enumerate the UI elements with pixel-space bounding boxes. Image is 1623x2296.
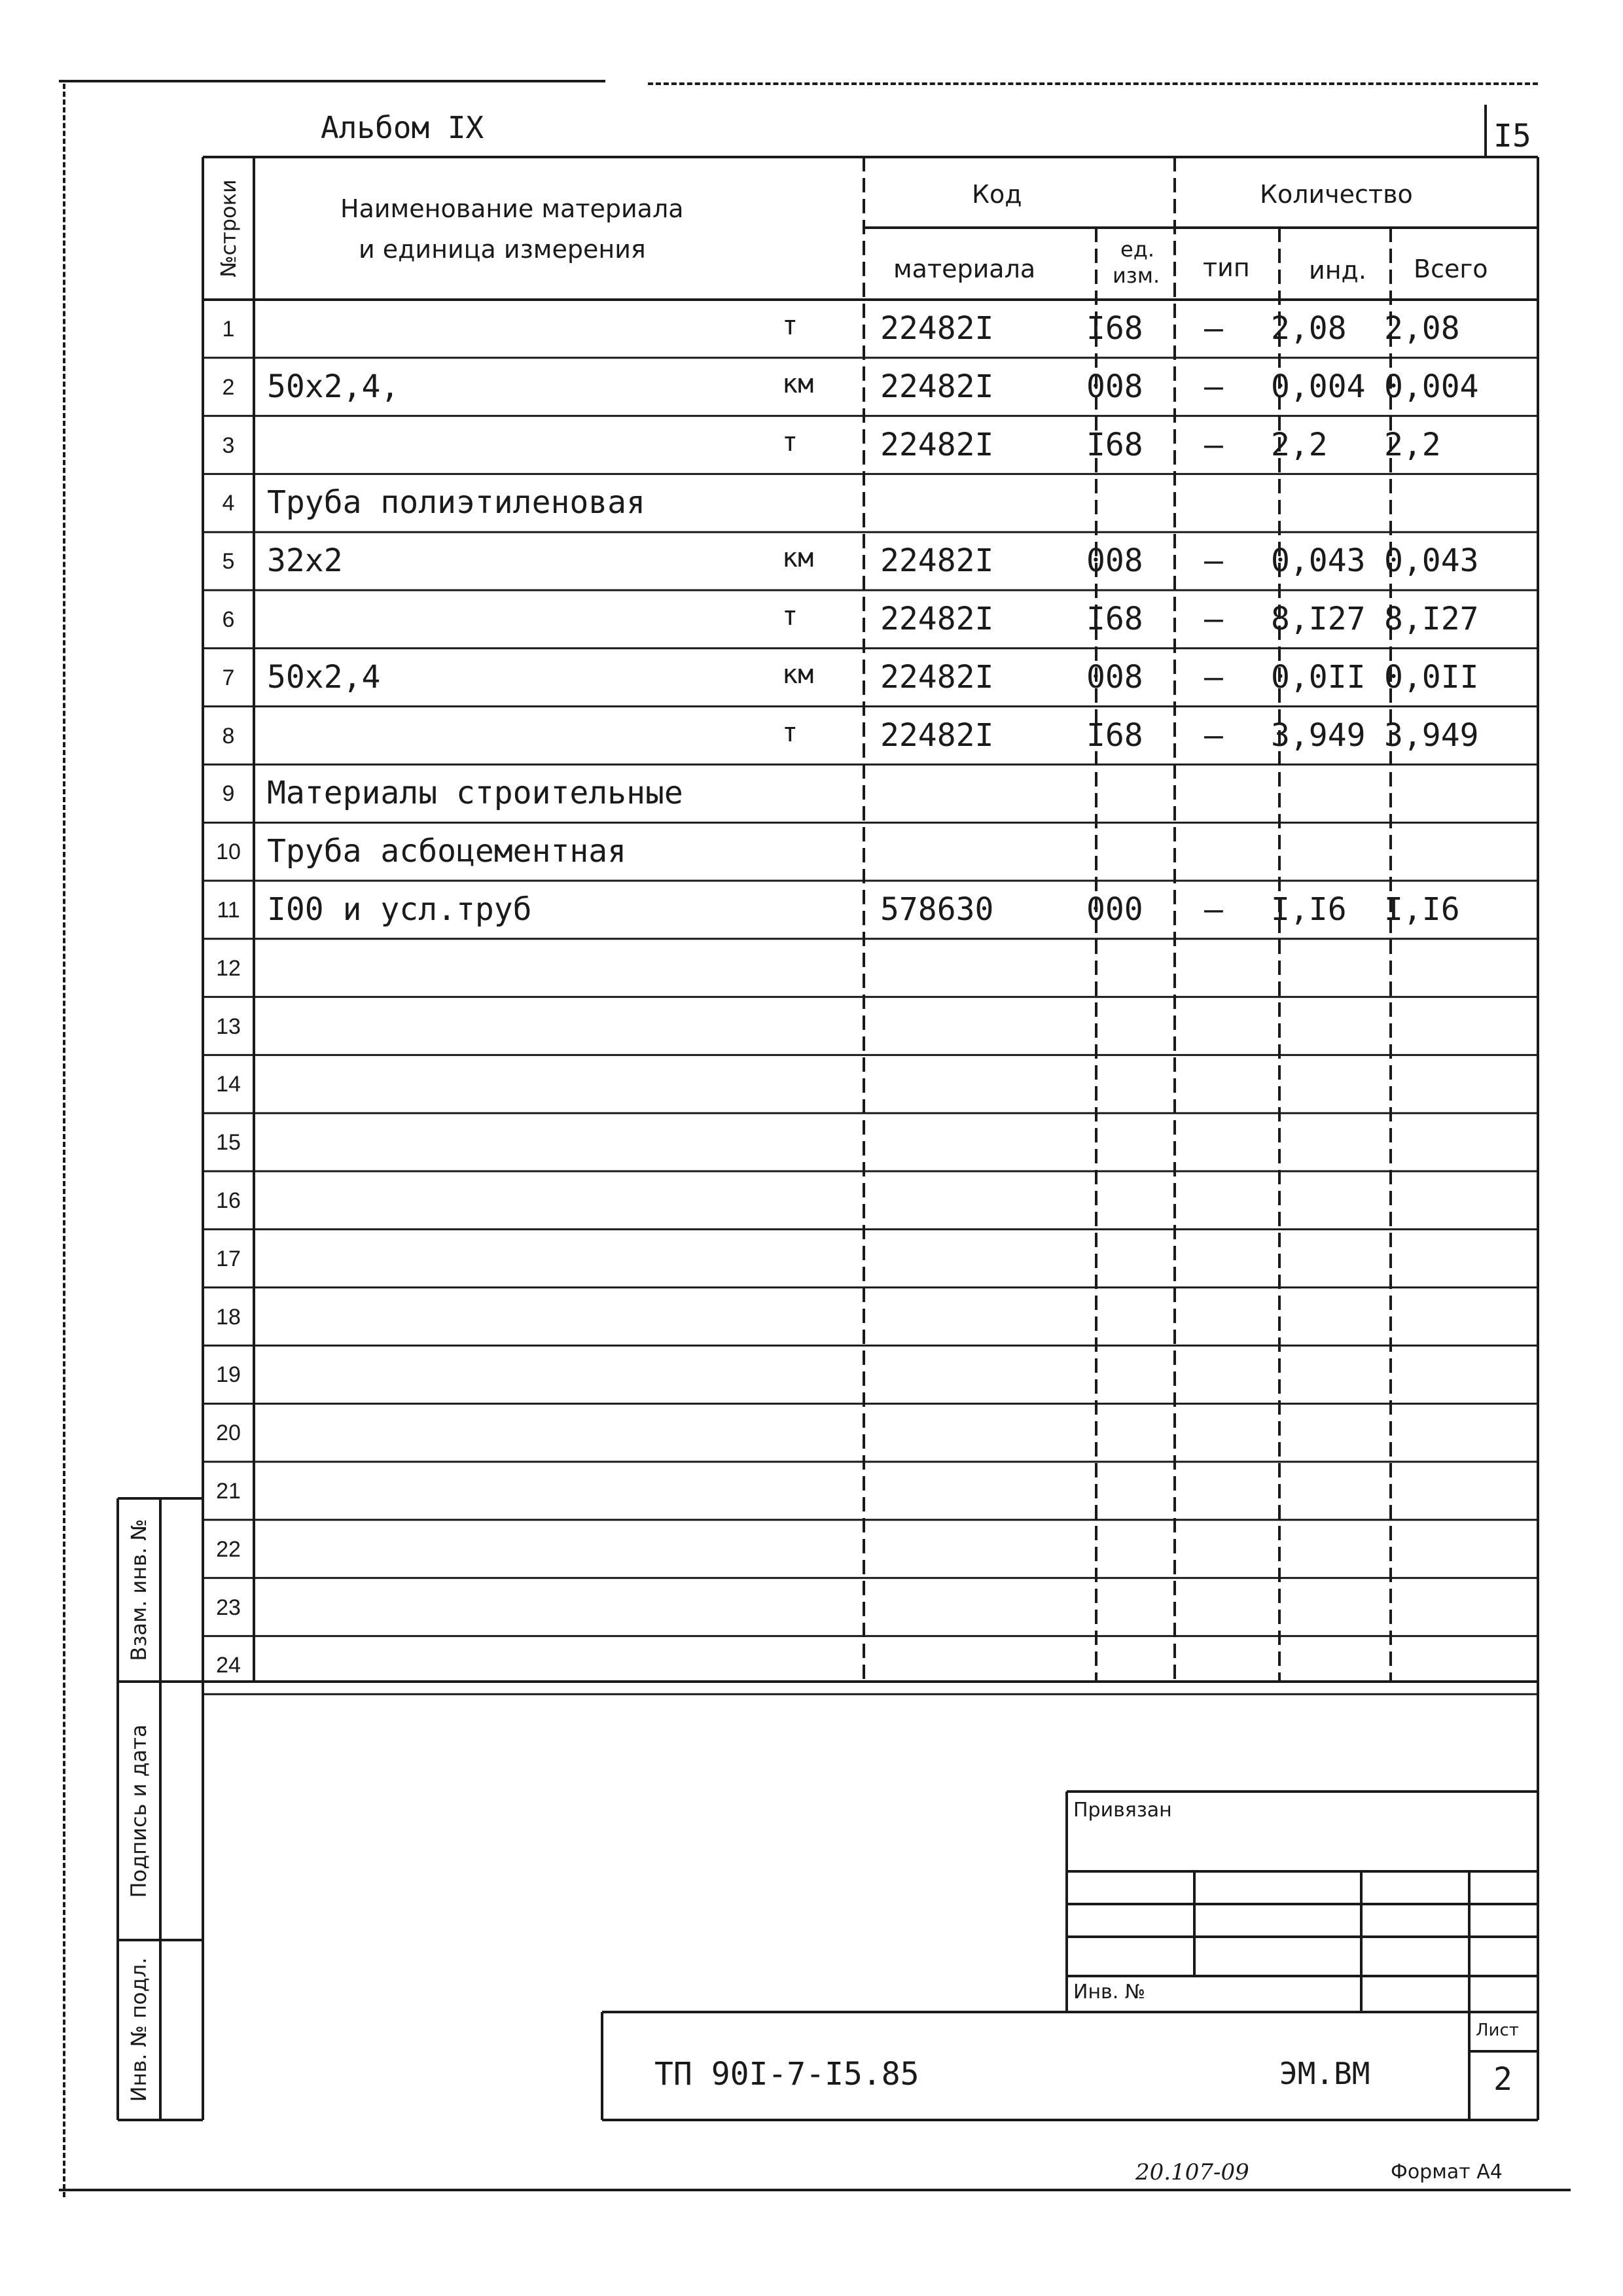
name-header-line1: Наименование материала <box>340 194 684 223</box>
document-code: ЭМ.ВМ <box>1279 2056 1370 2091</box>
code-unit-header-line2: изм. <box>1113 263 1160 288</box>
unit-code: I68 <box>1086 310 1143 347</box>
material-code: 22482I <box>880 368 994 405</box>
material-code: 22482I <box>880 310 994 347</box>
unit-code: I68 <box>1086 426 1143 463</box>
row-number: 17 <box>216 1246 241 1271</box>
qty-total: 0,004 <box>1384 368 1479 405</box>
name-header-line2: и единица измерения <box>359 235 646 264</box>
row-number: 12 <box>216 955 241 981</box>
row-number: 20 <box>216 1421 241 1446</box>
material-code: 22482I <box>880 542 994 580</box>
unit-code: I68 <box>1086 716 1143 754</box>
qty-individual: I,I6 <box>1271 891 1347 928</box>
row-number: 3 <box>222 433 235 458</box>
privyazan-label: Привязан <box>1073 1799 1172 1822</box>
row-number: 22 <box>216 1536 241 1562</box>
material-name: Материалы строительные <box>267 775 683 812</box>
qty-individual: 0,004 <box>1271 368 1366 405</box>
document-designation: ТП 90I-7-I5.85 <box>654 2056 919 2093</box>
material-code: 22482I <box>880 658 994 696</box>
sheet-number: 2 <box>1493 2061 1512 2098</box>
qty-individual: 2,2 <box>1271 426 1328 463</box>
row-number: 14 <box>216 1072 241 1097</box>
material-name: Труба полиэтиленовая <box>267 484 645 521</box>
qty-type: – <box>1204 601 1223 637</box>
unit-of-measure: т <box>782 717 798 748</box>
handwritten-reference: 20.107-09 <box>1135 2159 1249 2185</box>
qty-type: – <box>1204 716 1223 754</box>
vzam-inv-label: Взам. инв. № <box>126 1519 151 1661</box>
qty-total: 3,949 <box>1384 716 1479 754</box>
inv-podl-label: Инв. № подл. <box>126 1957 151 2102</box>
signature-date-label: Подпись и дата <box>126 1724 151 1898</box>
qty-type: – <box>1204 658 1223 696</box>
row-number: 21 <box>216 1479 241 1504</box>
qty-individual: 0,043 <box>1271 542 1366 580</box>
row-number: 1 <box>222 317 235 342</box>
quantity-header: Количество <box>1260 180 1413 209</box>
row-number: 23 <box>216 1595 241 1620</box>
unit-of-measure: т <box>782 311 798 341</box>
material-code: 22482I <box>880 716 994 754</box>
row-number: 9 <box>222 781 235 807</box>
material-name: I00 и усл.труб <box>267 891 532 928</box>
qty-individual: 8,I27 <box>1271 601 1366 637</box>
row-number: 2 <box>222 374 235 400</box>
row-number: 5 <box>222 549 235 574</box>
unit-of-measure: км <box>782 659 814 690</box>
material-code: 578630 <box>880 891 994 928</box>
unit-code: I68 <box>1086 601 1143 637</box>
unit-of-measure: т <box>782 601 798 631</box>
qty-individual: 2,08 <box>1271 310 1347 347</box>
unit-of-measure: км <box>782 543 814 574</box>
qty-total: I,I6 <box>1384 891 1460 928</box>
format-label: Формат А4 <box>1391 2161 1503 2183</box>
unit-code: 008 <box>1086 368 1143 405</box>
unit-code: 008 <box>1086 658 1143 696</box>
row-number: 4 <box>222 491 235 516</box>
unit-code: 008 <box>1086 542 1143 580</box>
qty-total: 8,I27 <box>1384 601 1479 637</box>
row-number: 15 <box>216 1130 241 1156</box>
row-number: 6 <box>222 607 235 632</box>
material-code: 22482I <box>880 426 994 463</box>
qty-individual: 0,0II <box>1271 658 1366 696</box>
unit-of-measure: км <box>782 368 814 399</box>
row-number: 24 <box>216 1653 241 1678</box>
album-title: Альбом IX <box>321 110 484 145</box>
material-name: 50х2,4 <box>267 658 381 696</box>
qty-type: – <box>1204 368 1223 405</box>
qty-type-header: тип <box>1203 253 1250 282</box>
sheet-label: Лист <box>1476 2021 1519 2040</box>
row-number: 10 <box>216 839 241 865</box>
qty-type: – <box>1204 426 1223 463</box>
unit-of-measure: т <box>782 427 798 457</box>
row-number: 18 <box>216 1304 241 1330</box>
row-number: 16 <box>216 1188 241 1213</box>
material-name: 32х2 <box>267 542 343 580</box>
qty-type: – <box>1204 891 1223 928</box>
row-number: 11 <box>217 898 240 923</box>
row-number: 13 <box>216 1014 241 1039</box>
row-number-header: №строки <box>216 179 241 277</box>
material-name: 50х2,4, <box>267 368 400 405</box>
inv-no-label: Инв. № <box>1073 1981 1146 2004</box>
unit-code: 000 <box>1086 891 1143 928</box>
code-material-header: материала <box>893 255 1036 283</box>
row-number: 19 <box>216 1362 241 1388</box>
qty-individual: 3,949 <box>1271 716 1366 754</box>
row-number: 7 <box>222 665 235 690</box>
code-header: Код <box>972 180 1022 209</box>
material-name: Труба асбоцементная <box>267 833 627 870</box>
code-unit-header-line1: ед. <box>1120 237 1154 262</box>
qty-total: 2,08 <box>1384 310 1460 347</box>
qty-total: 0,043 <box>1384 542 1479 580</box>
page-number: I5 <box>1493 118 1531 154</box>
qty-type: – <box>1204 310 1223 347</box>
qty-ind-header: инд. <box>1309 256 1366 285</box>
material-code: 22482I <box>880 601 994 637</box>
qty-total-header: Всего <box>1414 255 1488 283</box>
qty-type: – <box>1204 542 1223 580</box>
row-number: 8 <box>222 723 235 749</box>
qty-total: 2,2 <box>1384 426 1441 463</box>
qty-total: 0,0II <box>1384 658 1479 696</box>
